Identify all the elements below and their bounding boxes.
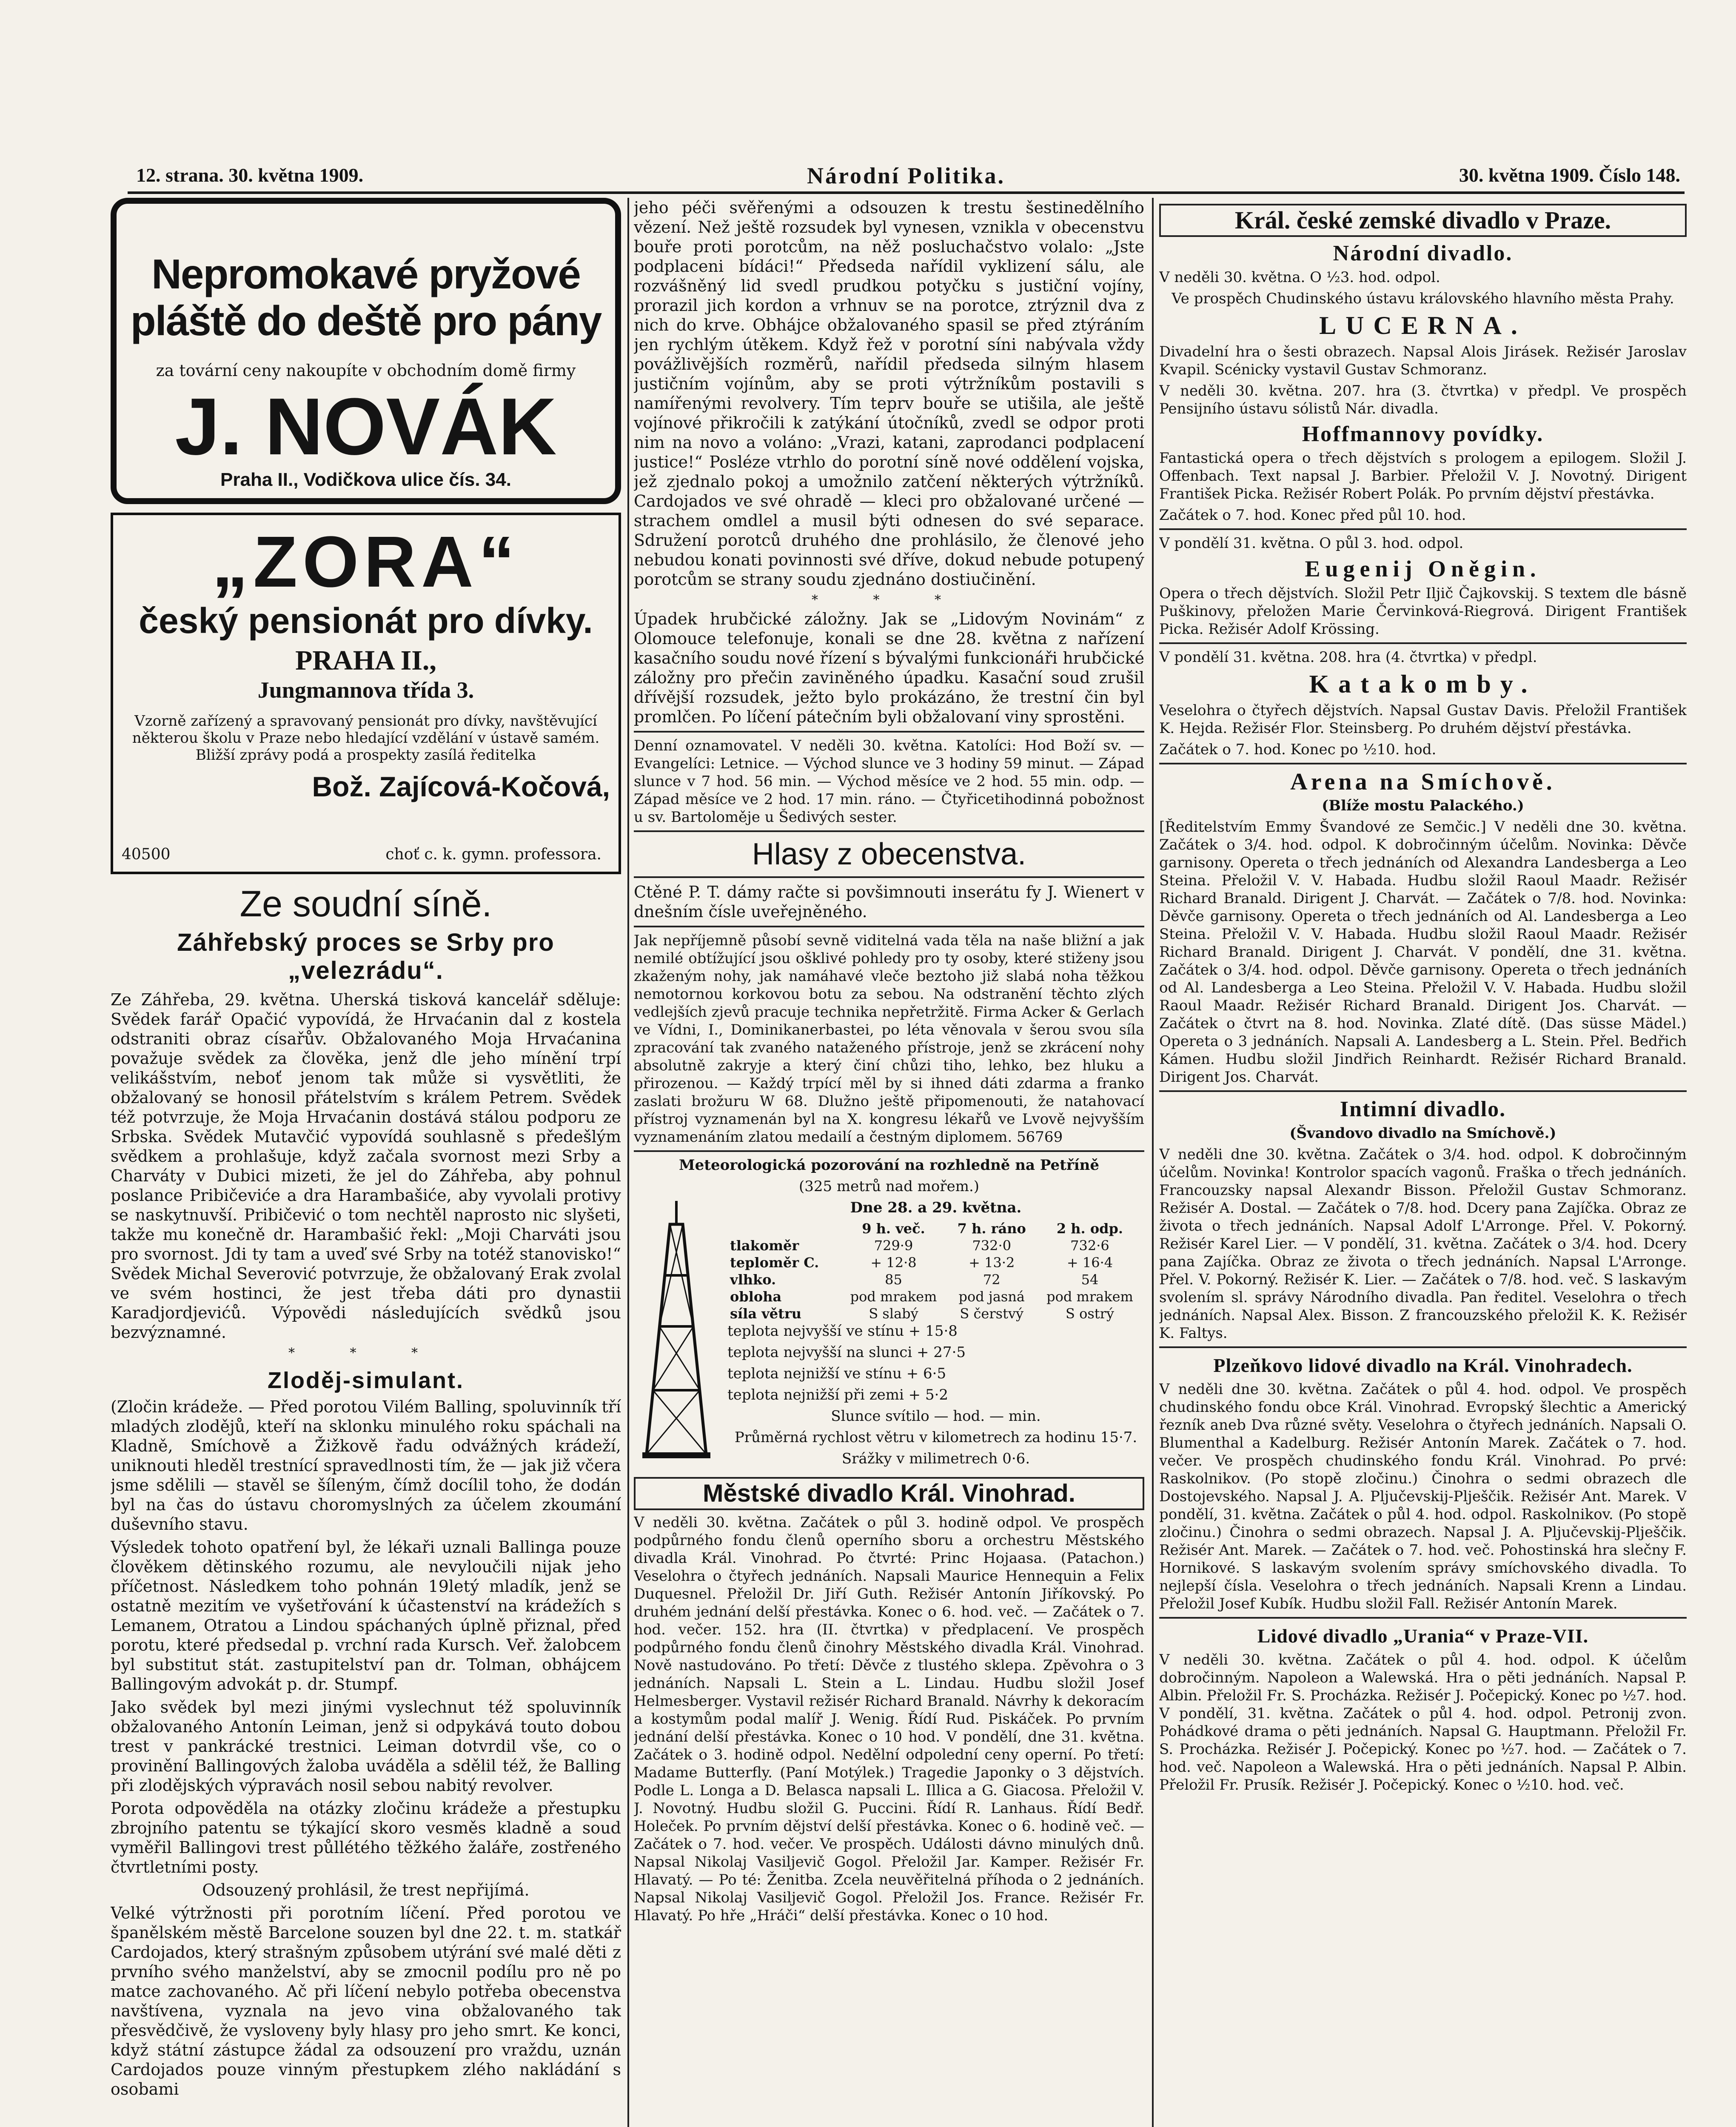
national-theatre-sub: Národní divadlo. <box>1333 241 1513 265</box>
play-text: Opera o třech dějstvích. Složil Petr Iljič Čajkovskij. S textem dle básně Puškinovy, přeložen Marie Červinková-Riegrová. Dirigent František Picka. Režisér Adolf Krössing. <box>1159 585 1687 638</box>
advert-zora-city: PRAHA II., <box>295 645 436 676</box>
meteo-row-label: vlhko. <box>730 1272 776 1288</box>
play-title-katakomby: Katakomby. <box>1309 670 1537 698</box>
meteo-cell: 72 <box>983 1272 1001 1288</box>
vinohrady-theatre-heading: Městské divadlo Král. Vinohrad. <box>634 1477 1144 1510</box>
petrin-tower-icon <box>634 1199 723 1471</box>
programme-line: V neděli 30. května. 207. hra (3. čtvrtka) v předpl. Ve prospěch Pensijního ústavu sólistů Nár. divadla. <box>1159 382 1687 417</box>
urania-heading: Lidové divadlo „Urania“ v Praze-VII. <box>1257 1625 1589 1647</box>
meteo-cell: S slabý <box>869 1306 918 1322</box>
newspaper-title: Národní Politika. <box>807 163 1006 188</box>
meteo-line: teplota nejnižší ve stínu + 6·5 <box>727 1365 946 1382</box>
meteo-cell: pod jasná <box>958 1289 1025 1305</box>
meteo-cell: 732·6 <box>1070 1237 1109 1254</box>
advert-zora <box>111 513 621 874</box>
simulant-paragraph: (Zločin krádeže. — Před porotou Vilém Balling, spoluvinník tří mladých zlodějů, kteří na sklonku minulého roku spáchali na Kladně, Smíchově a Žižkově řadu odvážných krádeží, uniknouti hleděl trestnící spravedlnosti tím, že — jak již včera jsme sdělili — stavěl se šíleným, čímž docílil toho, že dodán byl na čas do ústavu choromyslných za účelem zkoumání duševního stavu. <box>111 1397 621 1534</box>
meteo-line: teplota nejvyšší na slunci + 27·5 <box>727 1344 966 1361</box>
meteo-dates: Dne 28. a 29. května. <box>850 1199 1022 1216</box>
meteo-title: Meteorologická pozorování na rozhledně na Petříně <box>678 1157 1100 1174</box>
divider-line <box>1159 1346 1687 1348</box>
advert-novak-name: J. NOVÁK <box>175 382 557 472</box>
meteo-row-label: obloha <box>730 1289 782 1305</box>
plzen-text: V neděli dne 30. května. Začátek o půl 4. hod. odpol. Ve prospěch chudinského fondu obce Král. Vinohrad. Evropský šlechtic a Americký řezník aneb Dva různé světy. Veselohra o čtyřech jednáních. Napsali O. Blumenthal a Kadelburg. Režisér Antonín Marek. Začátek o 7. hod. večer. Ve prospěch chudinského fondu Král. Vinohrad. Po prvé: Raskolnikov. (Po stopě zločinu.) Činohra o sedmi obrazech dle Dostojevského. Napsal J. A. Pljučevskij-Plješčik. Režisér Ant. Marek. V pondělí, 31. května. Začátek o půl 4. hod. odpol. Raskolnikov. (Po stopě zločinu.) Činohra o sedmi obrazech. Napsal J. A. Pljučevskij-Plješčik. Režisér Ant. Marek. — Začátek o 7. hod. več. Pohostinská hra slečny F. Hornikové. S laskavým svolením správy smíchovského divadla. To nejlepší čísla. Veselohra o třech jednáních. Napsali Krenn a Lindau. Přeložil Josef Kubík. Hudbu složil Fall. Režisér Antonín Marek. <box>1159 1381 1687 1612</box>
advert-zora-director: Bož. Zajícová-Kočová, <box>312 771 610 802</box>
meteo-cell: pod mrakem <box>850 1289 937 1305</box>
page-header <box>128 153 1685 194</box>
meteo-row-label: tlakoměr <box>730 1237 799 1254</box>
play-title-onegin: Eugenij Oněgin. <box>1305 556 1541 582</box>
meteo-cell: + 16·4 <box>1066 1255 1113 1271</box>
section-letters: Hlasy z obecenstva. <box>752 837 1026 871</box>
divider-line <box>634 876 1144 878</box>
programme-line: V pondělí 31. května. O půl 3. hod. odpol. <box>1159 535 1464 552</box>
meteo-cell: 732·0 <box>972 1237 1012 1254</box>
divider-stars: * * * <box>288 1346 444 1360</box>
divider-line <box>1159 1617 1687 1619</box>
meteo-cell: 729·9 <box>874 1237 913 1254</box>
play-text: Divadelní hra o šesti obrazech. Napsal Alois Jirásek. Režisér Jaroslav Kvapil. Scénicky vystavil Gustav Schmoranz. <box>1159 343 1687 378</box>
simulant-paragraph: Odsouzený prohlásil, že trest nepřijímá. <box>202 1881 530 1899</box>
meteo-cell: 85 <box>885 1272 902 1288</box>
upadek-paragraph: Úpadek hrubčické záložny. Jak se „Lidovým Novinám“ z Olomouce telefonuje, konali se dne 28. května z nařízení kasačního soudu nové řízení s bývalými funkcionáři hrubčické záložny pro přečin zaviněného úpadku. Kasační soud zrušil dřívější rozsudek, ježto bylo prokázáno, že trestní čin byl promlčen. Po líčení pátečním byli obžalovaní viny sprostěni. <box>634 610 1144 726</box>
column-1 <box>111 198 621 2127</box>
divider-line <box>1159 528 1687 530</box>
column-rule-1 <box>627 198 629 2127</box>
simulant-title: Zloděj-simulant. <box>267 1368 465 1393</box>
meteo-col: 2 h. odp. <box>1056 1220 1123 1237</box>
divider-line <box>634 926 1144 927</box>
arena-text: [Ředitelstvím Emmy Švandové ze Semčic.] V neděli dne 30. května. Začátek o 3/4. hod. odpol. K dobročinným účelům. Novinka: Děvče garnisony. Opereta o třech jednáních od Alexandra Landesberga a Leo Steina. Přeložil V. V. Habada. Hudbu složil Raoul Maadr. Režisér Richard Branald. Dirigent J. Charvát. — Začátek o 7/8. hod. Novinka: Děvče garnisony. Opereta o třech jednáních od Al. Landesberga a Leo Steina. Přeložil V. V. Habada. Hudbu složil Raoul Maadr. Režisér Richard Branald. Dirigent J. Charvát. V pondělí, dne 31. května. Začátek o 3/4. hod. odpol. Děvče garnisony. Opereta o třech jednáních od Al. Landesberga a Leo Steina. Přeložil V. V. Habada. Hudbu složil Raoul Maadr. Režisér Richard Branald. Dirigent Jos. Charvát. — Začátek o čtvrt na 8. hod. Novinka. Zlaté dítě. (Das süsse Mädel.) Opereta o 3 jednáních. Napsali A. Landesberg a L. Stein. Přel. Bedřich Kámen. Hudbu složil Jindřich Reinhardt. Režisér Richard Branald. Dirigent Jos. Charvát. <box>1159 818 1687 1086</box>
play-time: Začátek o 7. hod. Konec po ½10. hod. <box>1159 741 1437 758</box>
national-theatre-heading: Král. české zemské divadlo v Praze. <box>1159 204 1687 237</box>
meteo-row <box>727 1288 1144 1305</box>
trial-paragraph: Ze Záhřeba, 29. května. Uherská tisková kancelář sděluje: Svědek farář Opačić vypovídá, že Hrvaćanin dal z kostela odstraniti obraz císařův. Obžalovaného Moja Hrvaćanina považuje svědek za člověka, jenž dle jeho mínění trpí velikášstvím, neboť jenom tak může si vysvětliti, že obžalovaný se honosil přátelstvím s králem Petrem. Svědek též potvrzuje, že Moja Hrvaćanin dostává stálou podporu ze Srbska. Svědek Mutavčić vypovídá souhlasně s předešlým svědkem a prohlašuje, když začala svornost mezi Srby a Charváty v Dubici mizeti, že jel do Záhřeba, aby pohnul poslance Pribičeviće a dra Harambašiće, aby vyvolali protivy se naskytnuvší. Pribičević o tom nechtěl naprosto nic slyšeti, takže mu konečně dr. Harambašić řekl: „Moji Charváti jsou pro svornost. Jdi ty tam a uveď své Srby na totéž stanovisko!“ Svědek Michal Severović potvrzuje, že obžalovaný Erak zvolal ve svém hostinci, že jest třeba dáti pro dynastii Karadjordjevićů. Výpovědi následujících svědků jsou bezvýznamné. <box>111 990 621 1342</box>
advert-zora-sub: český pensionát pro dívky. <box>139 601 593 641</box>
meteo-block <box>634 1156 1144 1471</box>
intimni-heading: Intimní divadlo. <box>1340 1097 1506 1121</box>
page-number-date: 12. strana. 30. května 1909. <box>136 164 364 186</box>
nepr-paragraph: Jak nepříjemně působí sevně viditelná vada těla na naše bližní a jak nemilé obtížující jsou ošklivé pohledy pro ty osoby, které stiženy jsou zkaženým nohy, jak namáhavé vleče beztoho již slabá noha těžkou nemotornou korkovou botu za sebou. Na odstranění těchto zlých vedlejších zjevů pracuje technika nepřetržitě. Firma Acker & Gerlach ve Vídni, I., Dominikanerbastei, po léta věnovala v šerou svou síla zpracování tak zvaného nataženého přístroje, jenž se zkrácení nohy absolutně zakryje a který činí chůzi tiho, lehko, bez hluku a přirozenou. — Každý trpící měl by si ihned dáti zdarma a franko zaslati brožuru W 68. Dlužno ještě připomenouti, že natahovací přístroj vyznamenán byl na X. kongresu lékařů ve Lvově nejvyšším vyznamenáním zlatou medailí a čestným diplomem. 56769 <box>634 932 1144 1146</box>
intimni-text: V neděli dne 30. května. Začátek o 3/4. hod. odpol. K dobročinným účelům. Novinka! Kontrolor spacích vagonů. Fraška o třech jednáních. Francouzsky napsal Alexandr Bisson. Přeložil Gustav Schmoranz. Režisér A. Dostal. — Začátek o 7/8. hod. Dcery pana Zajíčka. Obraz ze života o třech jednáních. Napsal Adolf L'Arronge. Přel. V. Pokorný. Režisér Karel Lier. — V pondělí, 31. května. Začátek o 3/4. hod. Dcery pana Zajíčka. Obraz ze života o třech jednáních. Napsal L'Arronge. Přel. V. Pokorný. Režisér K. Lier. — Začátek o 7/8. hod. več. S laskavým svolením sl. správy Národního divadla. Pan ředitel. Veselohra o třech jednáních. Napsal Alex. Bisson. Z francouzského přeložil K. K. Režisér K. Faltys. <box>1159 1146 1687 1342</box>
vinohrady-theatre-text: V neděli 30. května. Začátek o půl 3. hodině odpol. Ve prospěch podpůrného fondu členů operního sboru a orchestru Městského divadla Král. Vinohrad. Po čtvrté: Princ Hojaasa. (Patachon.) Veselohra o čtyřech jednáních. Napsali Maurice Hennequin a Felix Duquesnel. Přeložil Dr. Jiří Guth. Režisér Antonín Jiříkovský. Po druhém jednání delší přestávka. Konec o 6. hod. več. — Začátek o 7. hod. večer. 152. hra (II. čtvrtka) v předplacení. Ve prospěch podpůrného fondu členů činohry Městského divadla Král. Vinohrad. Nově nastudováno. Po třetí: Děvče z tlustého sklepa. Zpěvohra o 3 jednáních. Napsali L. Stein a L. Lindau. Hudbu složil Josef Helmesberger. Vystavil režisér Richard Branald. Návrhy k dekoracím a kostymům podal malíř J. Wenig. Řídí Rud. Piskáček. Po prvním jednání delší přestávka. Konec o 10 hod. V pondělí, dne 31. května. Začátek o 3. hodině odpol. Nedělní odpolední ceny operní. Po třetí: Madame Butterfly. (Paní Motýlek.) Tragedie Japonky o 3 dějstvích. Podle L. Longa a D. Belasca napsali L. Illica a G. Giacosa. Přeložil V. J. Novotný. Hudbu složil G. Puccini. Řídí R. Lanhaus. Řídí Bedř. Holeček. Po prvním dějství delší přestávka. Konec o 6. hodině več. — Začátek o 7. hod. večer. Ve prospěch. Události dávno minulých dnů. Napsal Nikolaj Vasiljevič Gogol. Přeložil Jar. Kamper. Režisér Fr. Hlavatý. — Po té: Ženitba. Zcela neuvěřitelná příhoda o 2 jednáních. Napsal Nikolaj Vasiljevič Gogol. Přeložil Jos. France. Režisér Fr. Hlavatý. Po hře „Hráči“ delší přestávka. Konec o 10 hod. <box>634 1514 1144 1924</box>
riots-continued: jeho péči svěřenými a odsouzen k trestu šestinedělního vězení. Než ještě rozsudek byl vynesen, vznikla v obecenstvu bouře proti porotcům, na něž posluchačstvo volalo: „Jste podplaceni bídáci!“ Předseda nařídil vyklizení sálu, ale rozvášněný lid svedl prudkou potyčku s justiční vojíny, prorazil jich kordon a vrhnuv se na porotce, ztrýznil dva z nich do krve. Obhájce obžalovaného spasil se před ztýráním jen rychlým útěkem. Když řež v porotní síni nabývala vždy povážlivějších rozměrů, nařídil předseda silným hlasem justičním vojínům, aby se proti výtržníkům postavili s namířenými revolvery. Tím teprv bouře se utišila, ale ještě vojínové přikročili k zatýkání útočníků, zvedl se odpor proti nim na novo a voláno: „Vrazi, katani, zaprodanci podplacení justice!“ Posléze vtrhlo do porotní síně nové oddělení vojska, jež zjednalo pokoj a umožnilo zatčení některých výtržníků. Cardojados ve své ohradě — kleci pro obžalované určené — strachem omdlel a musil býti odnesen do své separace. Sdružení porotců druhého dne prohlásilo, že členové jeho nebudou konati povinnosti své dříve, dokud nebude potupený porotcům se strany soudu zjednáno dostiučinění. <box>634 198 1144 589</box>
play-title-hoffmann: Hoffmannovy povídky. <box>1302 422 1544 446</box>
meteo-col: 9 h. več. <box>862 1220 925 1237</box>
meteo-cell: 54 <box>1081 1272 1099 1288</box>
denni-oznamovatel: Denní oznamovatel. V neděli 30. května. Katolíci: Hod Boží sv. — Evangelíci: Letnice. — Východ slunce ve 3 hodiny 59 minut. — Západ slunce v 7 hod. 56 min. — Východ měsíce ve 2 hod. 55 min. odp. — Západ měsíce ve 2 hod. 17 min. ráno. — Čtyřicetihodinná pobožnost u sv. Bartoloměje u Šedivých sester. <box>634 737 1144 826</box>
advert-zora-text: Vzorně zařízený a spravovaný pensionát pro dívky, navštěvující některou školu v Praze nebo hledající vzdělání v ústavě samém. Bližší zprávy podá a prospekty zasílá ředitelka <box>132 713 600 764</box>
meteo-row <box>727 1305 1144 1322</box>
meteo-line: teplota nejvyšší ve stínu + 15·8 <box>727 1323 958 1340</box>
advert-novak <box>111 198 621 504</box>
meteo-row <box>727 1271 1144 1288</box>
urania-text: V neděli 30. května. Začátek o půl 4. hod. odpol. K účelům dobročinným. Napoleon a Walewská. Hra o pěti jednáních. Napsal P. Albin. Přeložil Fr. S. Procházka. Režisér J. Počepický. Konec po ½7. hod. V pondělí, 31. května. Začátek o půl 4. hod. odpol. Petronij zvon. Pohádkové drama o pěti jednáních. Napsal G. Hauptmann. Přeložil Fr. S. Procházka. Režisér J. Počepický. Konec po ½7. hod. — Začátek o 7. hod. več. Napoleon a Walewská. Hra o pěti jednáních. Napsal P. Albin. Přeložil Fr. Prusík. Režisér J. Počepický. Konec o ½10. hod. več. <box>1159 1651 1687 1793</box>
play-title-lucerna: LUCERNA. <box>1319 311 1527 339</box>
meteo-subtitle: (325 metrů nad mořem.) <box>798 1178 980 1195</box>
meteo-cell: + 13·2 <box>969 1255 1015 1271</box>
plzen-heading: Plzeňkovo lidové divadlo na Král. Vinohradech. <box>1213 1354 1633 1376</box>
meteo-cell: S ostrý <box>1065 1306 1114 1322</box>
meteo-cell: pod mrakem <box>1046 1289 1133 1305</box>
meteo-row <box>727 1237 1144 1254</box>
ctene-paragraph: Ctěné P. T. dámy račte si povšimnouti inserátu fy J. Wienert v dnešním čísle uveřejněného. <box>634 883 1144 921</box>
meteo-row-label: síla větru <box>730 1306 802 1322</box>
meteo-line: Srážky v milimetrech 0·6. <box>841 1450 1030 1467</box>
divider-line <box>1159 1090 1687 1092</box>
divider-line <box>1159 642 1687 644</box>
play-time: Začátek o 7. hod. Konec před půl 10. hod. <box>1159 507 1466 524</box>
programme-line: V pondělí 31. května. 208. hra (4. čtvrtka) v předpl. <box>1159 649 1537 666</box>
divider-line <box>634 1150 1144 1152</box>
meteo-row <box>727 1254 1144 1271</box>
arena-heading: Arena na Smíchově. <box>1290 769 1556 795</box>
intimni-sub: (Švandovo divadlo na Smíchově.) <box>1289 1125 1556 1142</box>
simulant-paragraph: Porota odpověděla na otázky zločinu krádeže a přestupku zbrojního patentu se týkající skoro vesměs kladně a soud vyměřil Ballingovi trest půllétého těžkého žaláře, zostřeného čtvrtletními posty. <box>111 1799 621 1876</box>
issue-number: 30. května 1909. Číslo 148. <box>1459 164 1680 186</box>
meteo-table <box>727 1220 1144 1322</box>
meteo-line: teplota nejnižší při zemi + 5·2 <box>727 1386 949 1403</box>
play-text: Veselohra o čtyřech dějstvích. Napsal Gustav Davis. Přeložil František K. Hejda. Režisér Flor. Steinsberg. Po druhém dějství přestávka. <box>1159 702 1687 737</box>
meteo-cell: S čerstvý <box>960 1306 1024 1322</box>
trial-title: Záhřebský proces se Srby pro „velezrádu“. <box>177 929 555 984</box>
simulant-paragraph: Výsledek tohoto opatření byl, že lékaři uznali Ballinga pouze člověkem dětinského rozumu, ale nevyloučili nijak jeho příčetnost. Následkem toho pohnán 19letý mladík, jenž se ostatně mezitím ve vyšetřování k účastenství na krádežích s Lemanem, Otratou a Lindou spáchaných úplně přiznal, před porotu, které předsedal p. vrchní rada Kursch. Veř. žalobcem byl substitut stát. zastupitelství pan dr. Tolman, obhájcem Ballingovým advokát p. dr. Stumpf. <box>111 1538 621 1694</box>
divider-line <box>634 731 1144 733</box>
advert-zora-street: Jungmannova třída 3. <box>257 677 474 703</box>
section-court: Ze soudní síně. <box>239 884 492 924</box>
advert-zora-number: 40500 <box>122 846 171 863</box>
divider-stars: * * * <box>811 593 967 607</box>
divider-line <box>634 830 1144 832</box>
programme-line: V neděli 30. května. O ½3. hod. odpol. <box>1159 269 1440 286</box>
column-3 <box>1159 198 1687 2127</box>
column-2 <box>634 198 1144 2127</box>
meteo-cell: + 12·8 <box>870 1255 917 1271</box>
advert-novak-title: Nepromokavé pryžové pláště do deště pro pány <box>130 251 601 344</box>
programme-line: Ve prospěch Chudinského ústavu královského hlavního města Prahy. <box>1172 290 1674 307</box>
meteo-line: Průměrná rychlost větru v kilometrech za hodinu 15·7. <box>734 1429 1137 1446</box>
riots-paragraph: Velké výtržnosti při porotním líčení. Před porotou ve španělském městě Barcelone souzen byl dne 22. t. m. statkář Cardojados, který strašným způsobem utýrání své malé děti z prvního svého manželství, aby se zmocnil podílu pro ně po matce zachovaného. Ač při líčení nebylo potřeba obecenstva navštívena, vyznala na jevo vina obžalovaného tak přesvědčivě, že vysloveny byly hlasy pro jeho smrt. Ke konci, když státní zástupce žádal za odsouzení pro vraždu, uznán Cardojados pouze vinným přestupkem zlého nakládání s osobami <box>111 1904 621 2098</box>
column-rule-2 <box>1152 198 1154 2127</box>
advert-zora-name: „ZORA“ <box>212 522 520 602</box>
meteo-row-label: teploměr C. <box>730 1255 819 1271</box>
arena-sub: (Blíže mostu Palackého.) <box>1322 797 1524 814</box>
meteo-line: Slunce svítilo — hod. — min. <box>831 1408 1041 1425</box>
play-text: Fantastická opera o třech dějstvích s prologem a epilogem. Složil J. Offenbach. Text napsal J. Barbier. Přeložil V. J. Novotný. Dirigent František Picka. Režisér Robert Polák. Po prvním dějství přestávka. <box>1159 450 1687 502</box>
divider-line <box>1159 763 1687 764</box>
advert-novak-tagline: za tovární ceny nakoupíte v obchodním domě firmy <box>156 361 576 380</box>
advert-novak-address: Praha II., Vodičkova ulice čís. 34. <box>220 469 511 490</box>
advert-zora-signature: choť c. k. gymn. professora. <box>385 846 601 863</box>
simulant-paragraph: Jako svědek byl mezi jinými vyslechnut též spoluvinník obžalovaného Antonín Leiman, jenž si odpykává touto dobou trest v pankrácké trestnici. Leiman dotvrdil vše, co o provinění Ballingových žaloba uváděla a sdělil též, že Balling při zlodějských výpravách nosil sebou nabitý revolver. <box>111 1698 621 1795</box>
meteo-col: 7 h. ráno <box>957 1220 1026 1237</box>
